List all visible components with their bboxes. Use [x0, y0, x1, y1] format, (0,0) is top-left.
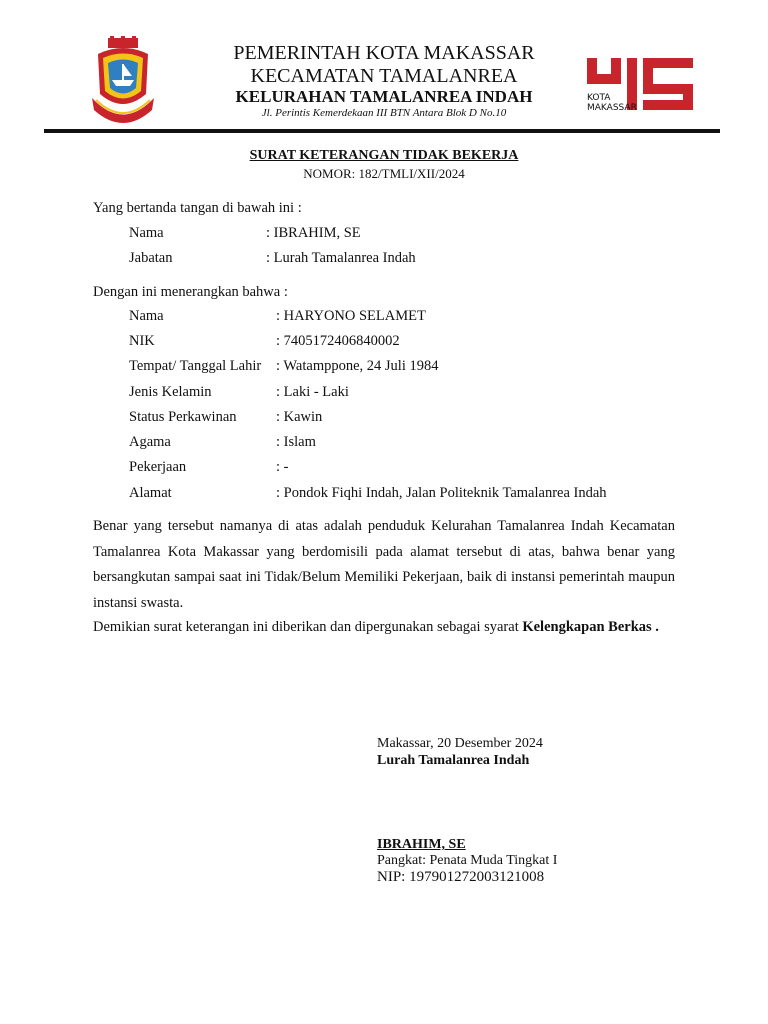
- signer-value: : IBRAHIM, SE: [266, 225, 361, 241]
- subject-value: : 7405172406840002: [276, 333, 400, 349]
- signature-nip: NIP: 197901272003121008: [377, 869, 545, 885]
- subject-label: Agama: [129, 434, 171, 450]
- subject-value: : Laki - Laki: [276, 384, 349, 400]
- subject-label: Tempat/ Tanggal Lahir: [129, 358, 262, 374]
- letter-number: NOMOR: 182/TMLI/XII/2024: [303, 166, 465, 181]
- subject-label: Status Perkawinan: [129, 409, 237, 425]
- subject-value: : HARYONO SELAMET: [276, 308, 426, 324]
- subject-value: : Islam: [276, 434, 316, 450]
- signature-name: IBRAHIM, SE: [377, 837, 466, 852]
- signer-value: : Lurah Tamalanrea Indah: [266, 250, 416, 266]
- subject-intro: Dengan ini menerangkan bahwa :: [93, 284, 288, 300]
- subject-label: Alamat: [129, 485, 172, 501]
- subject-value: : Watamppone, 24 Juli 1984: [276, 358, 439, 374]
- closing-paragraph: [93, 615, 675, 641]
- header-divider: [44, 129, 720, 133]
- closing-text: Demikian surat keterangan ini diberikan dan dipergunakan sebagai syarat: [93, 619, 519, 635]
- subject-value: : Pondok Fiqhi Indah, Jalan Politeknik Tamalanrea Indah: [276, 485, 607, 501]
- header-district: KECAMATAN TAMALANREA: [250, 65, 518, 87]
- body-paragraph: Benar yang tersebut namanya di atas adalah penduduk Kelurahan Tamalanrea Indah Kecamatan Tamalanrea Kota Makassar yang berdomisili pada alamat tersebut di atas, bahwa benar yang bersangkutan sampai saat ini Tidak/Belum Memiliki Pekerjaan, baik di instansi pemerintah maupun instansi swasta.: [93, 518, 675, 611]
- subject-label: Pekerjaan: [129, 459, 187, 475]
- subject-label: Jenis Kelamin: [129, 384, 212, 400]
- header-village: KELURAHAN TAMALANREA INDAH: [235, 87, 533, 106]
- subject-label: NIK: [129, 333, 155, 349]
- header-address: Jl. Perintis Kemerdekaan III BTN Antara Blok D No.10: [261, 107, 507, 119]
- closing-bold-text: Kelengkapan Berkas .: [522, 619, 659, 635]
- subject-label: Nama: [129, 308, 164, 324]
- logo-text-kota: KOTA: [587, 93, 611, 103]
- subject-value: : -: [276, 459, 289, 475]
- city-emblem-logo: [88, 36, 158, 126]
- subject-value: : Kawin: [276, 409, 323, 425]
- letter-title: SURAT KETERANGAN TIDAK BEKERJA: [249, 148, 519, 163]
- signer-label: Nama: [129, 225, 164, 241]
- signature-place-date: Makassar, 20 Desember 2024: [377, 736, 543, 751]
- signature-position: Lurah Tamalanrea Indah: [377, 753, 530, 768]
- signer-label: Jabatan: [129, 250, 173, 266]
- logo-text-makassar: MAKASSAR: [587, 103, 637, 113]
- makassar-416-logo: [585, 56, 697, 114]
- signature-rank: Pangkat: Penata Muda Tingkat I: [377, 853, 558, 868]
- signer-intro: Yang bertanda tangan di bawah ini :: [93, 200, 302, 216]
- header-government: PEMERINTAH KOTA MAKASSAR: [233, 42, 535, 64]
